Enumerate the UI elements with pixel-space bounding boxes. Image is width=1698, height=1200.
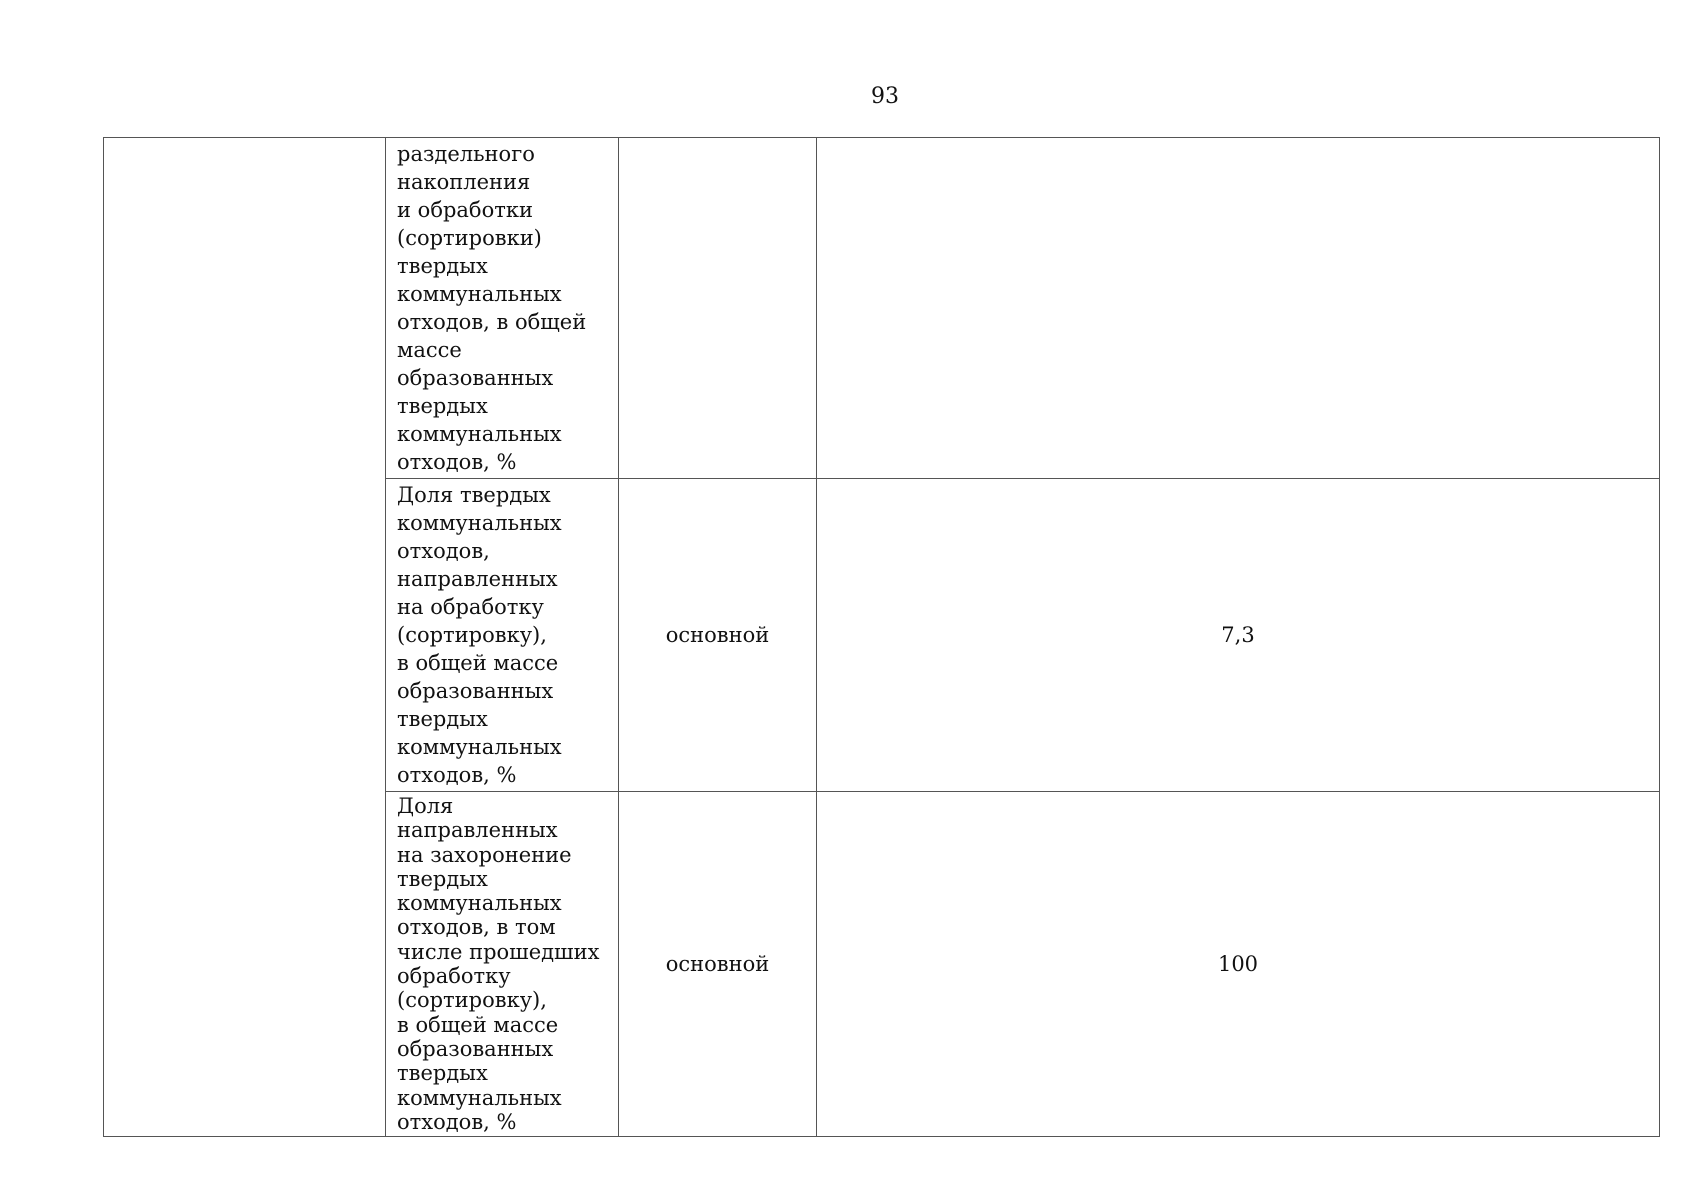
indicator-cell	[386, 792, 619, 1137]
indicator-name: Доля направленных на захоронение твердых коммунальных отходов, в том числе прошедших обработку (сортировку), в общей массе образованных твердых коммунальных отходов, %	[397, 794, 600, 1134]
indicators-table	[103, 137, 1660, 1137]
indicator-name: Доля твердых коммунальных отходов, направленных на обработку (сортировку), в общей массе образованных твердых коммунальных отходов, %	[397, 483, 562, 787]
indicator-type-cell: основной	[619, 479, 817, 792]
merged-empty-cell	[104, 138, 386, 1137]
indicator-name: раздельного накопления и обработки (сортировки) твердых коммунальных отходов, в общей массе образованных твердых коммунальных отходов, %	[397, 142, 587, 474]
indicator-value-cell	[817, 138, 1660, 479]
page-number: 93	[871, 84, 899, 109]
indicator-cell	[386, 479, 619, 792]
indicator-type-cell: основной	[619, 792, 817, 1137]
indicator-cell	[386, 138, 619, 479]
indicator-value-cell: 7,3	[817, 479, 1660, 792]
indicator-type-cell	[619, 138, 817, 479]
indicator-value-cell: 100	[817, 792, 1660, 1137]
table-row	[104, 138, 1660, 479]
